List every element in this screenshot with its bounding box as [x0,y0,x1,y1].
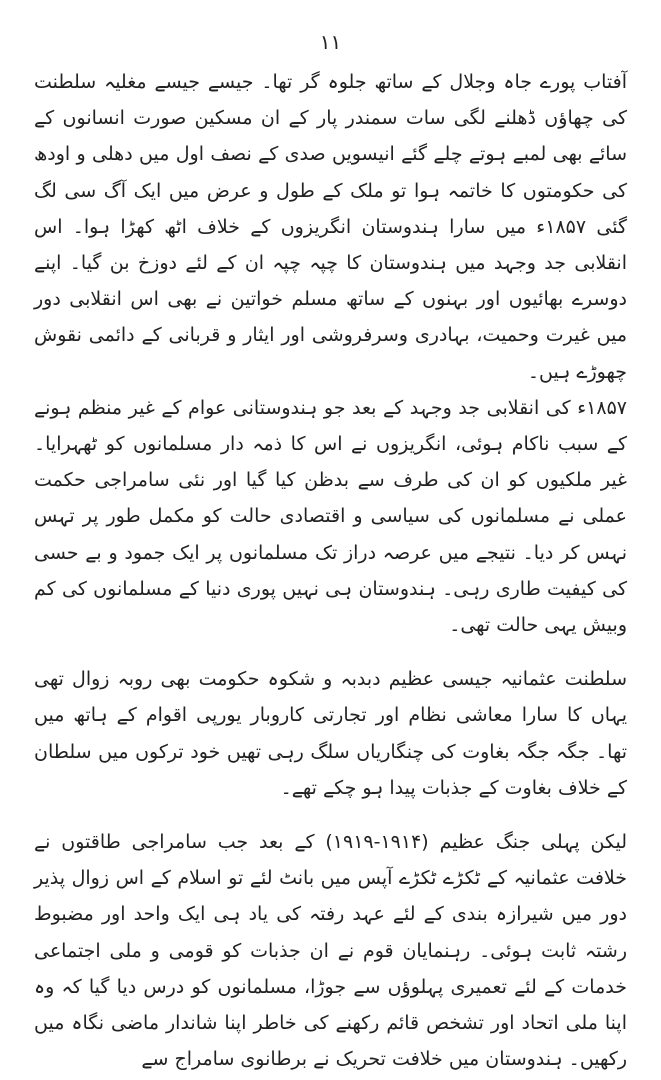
paragraph-2: ۱۸۵۷ء کی انقلابی جد وجہد کے بعد جو ہندوستانی عوام کے غیر منظم ہونے کے سبب ناکام ہوئی، انگریزوں نے اس کا ذمہ دار مسلمانوں کو ٹھہرایا۔ غیر ملکیوں کو ان کی طرف سے بدظن کیا گیا اور نئی سامراجی حکمت عملی نے مسلمانوں کی سیاسی و اقتصادی حالت کو مکمل طور پر تہس نہس کر دیا۔ نتیجے میں عرصہ دراز تک مسلمانوں پر ایک جمود و بے حسی کی کیفیت طاری رہی۔ ہندوستان ہی نہیں پوری دنیا کے مسلمانوں کی کم وبیش یہی حالت تھی۔ [34,396,627,637]
page-number: ۱۱ [319,30,342,54]
paragraph-1: آفتاب پورے جاہ وجلال کے ساتھ جلوہ گر تھا۔ جیسے جیسے مغلیہ سلطنت کی چھاؤں ڈھلنے لگی سات سمندر پار کے ان مسکین صورت انسانوں کے سائے بھی لمبے ہوتے چلے گئے انیسویں صدی کے نصف اول میں دھلی و اودھ کی حکومتوں کا خاتمہ ہوا تو ملک کے طول و عرض میں ایک آگ سی لگ گئی ۱۸۵۷ء میں سارا ہندوستان انگریزوں کے خلاف اٹھ کھڑا ہوا۔ اس انقلابی جد وجہد میں ہندوستان کا چپہ چپہ ان کے لئے دوزخ بن گیا۔ اپنے دوسرے بھائیوں اور بہنوں کے ساتھ مسلم خواتین نے بھی اس انقلابی دور میں غیرت وحمیت، بہادری وسرفروشی اور ایثار و قربانی کے دائمی نقوش چھوڑے ہیں۔ [34,71,627,383]
paragraph-3: سلطنت عثمانیہ جیسی عظیم دبدبہ و شکوہ حکومت بھی روبہ زوال تھی یہاں کا سارا معاشی نظام اور تجارتی کاروبار یورپی اقوام کے ہاتھ میں تھا۔ جگہ جگہ بغاوت کی چنگاریاں سلگ رہی تھیں خود ترکوں میں سلطان کے خلاف بغاوت کے جذبات پیدا ہو چکے تھے۔ [34,668,627,799]
paragraph-4: لیکن پہلی جنگ عظیم (۱۹۱۴-۱۹۱۹) کے بعد جب سامراجی طاقتوں نے خلافت عثمانیہ کے ٹکڑے ٹکڑے آپس میں بانٹ لئے تو اسلام کے اس زوال پذیر دور میں شیرازہ بندی کے لئے عہد رفتہ کی یاد ہی ایک واحد اور مضبوط رشتہ ثابت ہوئی۔ رہنمایان قوم نے ان جذبات کو قومی و ملی اجتماعی خدمات کے لئے تعمیری پہلوؤں سے جوڑا، مسلمانوں کو درس دیا گیا کہ وہ اپنا ملی اتحاد اور تشخص قائم رکھنے کی خاطر اپنا شاندار ماضی نگاہ میں رکھیں۔ ہندوستان میں خلافت تحریک نے برطانوی سامراج سے [34,831,627,1071]
